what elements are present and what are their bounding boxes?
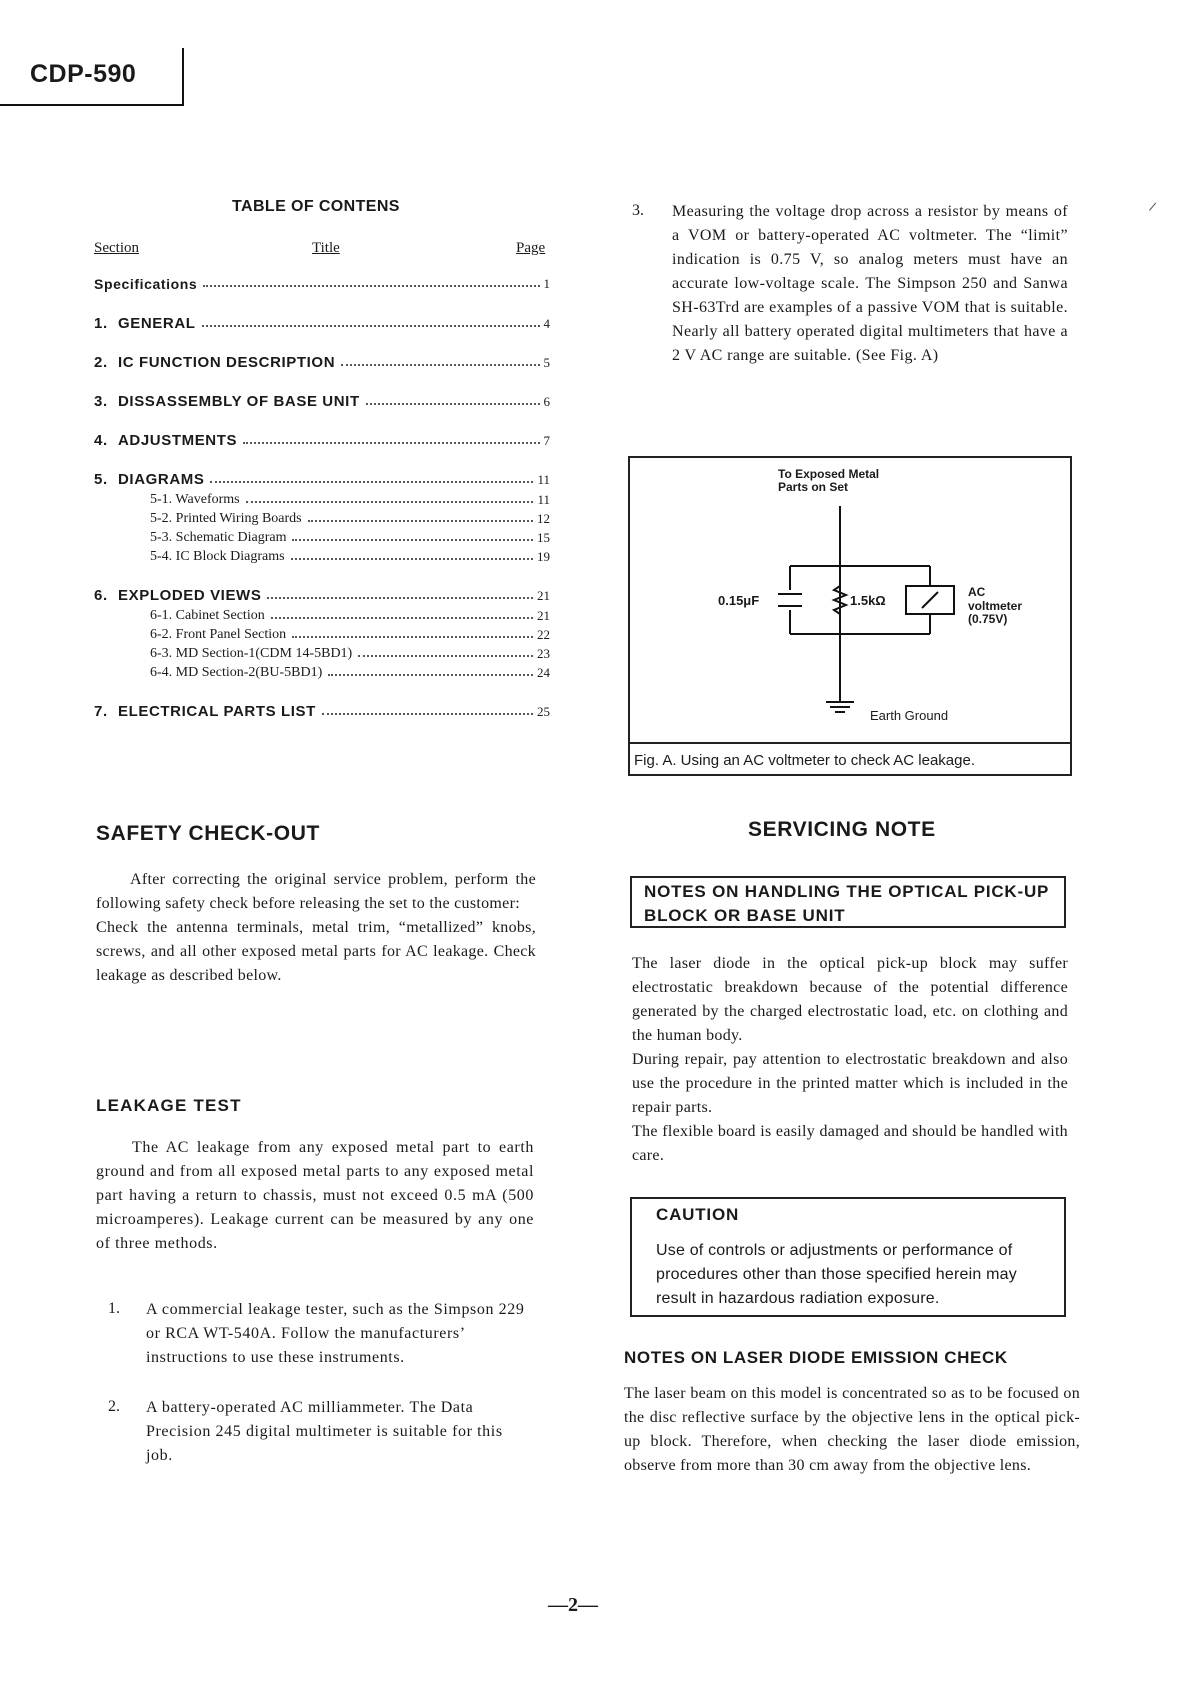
stray-mark	[1149, 203, 1157, 212]
toc-entry-label: Specifications	[94, 276, 198, 292]
caution-title: CAUTION	[656, 1205, 740, 1224]
toc-subentry	[150, 608, 550, 624]
toc-entry-num: 2.	[94, 354, 108, 371]
toc-entry-num: 7.	[94, 703, 108, 720]
toc-leader	[341, 364, 539, 366]
toc-subentry	[150, 511, 550, 527]
method-1-number: 1.	[108, 1300, 120, 1317]
toc-entry-label: Printed Wiring Boards	[175, 511, 302, 526]
toc-col-section: Section	[94, 240, 139, 256]
handling-paragraph-1: The laser diode in the optical pick-up block may suffer electrostatic breakdown because of the potential difference generated by the charged electrostatic load, etc. on clothing and the human body.	[632, 955, 1068, 1044]
caution-text: Use of controls or adjustments or performance of procedures other than those specified herein may result in hazardous radiation exposure.	[656, 1242, 1017, 1307]
toc-entry-num: 6.	[94, 587, 108, 604]
model-number: CDP-590	[30, 60, 137, 88]
safety-heading: SAFETY CHECK-OUT	[96, 822, 320, 845]
toc-leader	[322, 713, 533, 715]
toc-subentry	[150, 530, 550, 546]
toc-entry-label: IC FUNCTION DESCRIPTION	[118, 354, 336, 371]
toc-entry-page: 11	[537, 472, 550, 487]
fig-meter-label-2: voltmeter	[968, 599, 1023, 613]
fig-meter-label-3: (0.75V)	[968, 612, 1008, 626]
toc-entry	[94, 354, 550, 371]
toc-subentry	[150, 492, 550, 508]
toc-entry-page: 12	[537, 511, 550, 526]
fig-ground-label: Earth Ground	[870, 708, 949, 723]
toc-entry-num: 5-2.	[150, 511, 173, 526]
safety-paragraph-1: After correcting the original service problem, perform the following safety check before releasing the set to the customer:	[96, 871, 536, 912]
safety-body	[96, 868, 536, 988]
toc-entry-page: 25	[537, 704, 550, 719]
toc-entry-num: 6-3.	[150, 646, 173, 661]
toc-entry-num: 4.	[94, 432, 108, 449]
toc-entry-page: 24	[537, 665, 550, 680]
figure-a-caption: Fig. A. Using an AC voltmeter to check AC leakage.	[630, 742, 1070, 774]
toc-entry-label: EXPLODED VIEWS	[118, 587, 262, 604]
toc-entry-label: DIAGRAMS	[118, 471, 205, 488]
toc-entry	[94, 393, 550, 410]
toc-entry-num: 5-4.	[150, 549, 173, 564]
leakage-paragraph: The AC leakage from any exposed metal part to earth ground and from all exposed metal parts to any exposed metal part having a return to chassis, must not exceed 0.5 mA (500 microamperes). Leakage current can be measured by any one of three methods.	[96, 1139, 534, 1252]
toc-subentry	[150, 646, 550, 662]
toc-leader	[308, 520, 533, 522]
toc-entry-page: 6	[543, 394, 550, 409]
toc-entry-page: 15	[537, 530, 550, 545]
caution-box	[630, 1197, 1066, 1317]
toc-entry-label: Waveforms	[175, 492, 240, 507]
toc-entry-num: 5.	[94, 471, 108, 488]
toc-entry-num: 5-1.	[150, 492, 173, 507]
toc-entry-page: 7	[543, 433, 550, 448]
toc-entry-label: Front Panel Section	[175, 627, 287, 642]
handling-paragraph-2: During repair, pay attention to electrostatic breakdown and also use the procedure in the printed matter which is included in the repair parts.	[632, 1051, 1068, 1116]
toc-col-title: Title	[312, 240, 340, 256]
toc-entry-page: 21	[537, 588, 550, 603]
toc-title: TABLE OF CONTENS	[232, 198, 400, 215]
toc-entry-page: 21	[537, 608, 550, 623]
toc-leader	[271, 617, 533, 619]
toc-entry-label: IC Block Diagrams	[175, 549, 285, 564]
toc-entry-label: ELECTRICAL PARTS LIST	[118, 703, 316, 720]
toc-entry-label: DISSASSEMBLY OF BASE UNIT	[118, 393, 360, 410]
toc-entry-label: Schematic Diagram	[175, 530, 287, 545]
toc-entry	[94, 587, 550, 604]
toc-leader	[292, 539, 533, 541]
leakage-heading: LEAKAGE TEST	[96, 1096, 242, 1115]
handling-paragraph-3: The flexible board is easily damaged and should be handled with care.	[632, 1123, 1068, 1164]
safety-paragraph-2: Check the antenna terminals, metal trim, “metallized” knobs, screws, and all other exposed metal parts for AC leakage. Check leakage as described below.	[96, 919, 536, 984]
method-2-number: 2.	[108, 1398, 120, 1415]
toc-entry-label: Cabinet Section	[175, 608, 265, 623]
toc-leader	[328, 674, 533, 676]
toc-entry-num: 6-2.	[150, 627, 173, 642]
toc-leader	[366, 403, 540, 405]
toc-entry-page: 4	[543, 316, 550, 331]
toc-entry-num: 3.	[94, 393, 108, 410]
fig-probe-label-2: Parts on Set	[778, 480, 849, 494]
fig-meter-label-1: AC	[968, 585, 986, 599]
handling-notes-body	[632, 952, 1068, 1168]
toc-entry-page: 11	[537, 492, 550, 507]
toc-subentry	[150, 627, 550, 643]
figure-a	[628, 456, 1072, 776]
toc-leader	[210, 481, 533, 483]
method-3-text: Measuring the voltage drop across a resistor by means of a VOM or battery-operated AC voltmeter. The “limit” indication is 0.75 V, so analog meters must have an accurate low-voltage scale. The Simpson 250 and Sanwa SH-63Trd are examples of a passive VOM that is suitable. Nearly all battery operated digital multimeters that have a 2 V AC range are suitable. (See Fig. A)	[672, 203, 1068, 364]
toc-entry-label: MD Section-1(CDM 14-5BD1)	[175, 646, 353, 661]
toc-entry-num: 1.	[94, 315, 108, 332]
toc-entry-page: 23	[537, 646, 550, 661]
toc-entry-label: MD Section-2(BU-5BD1)	[175, 665, 323, 680]
toc-entry-label: ADJUSTMENTS	[118, 432, 238, 449]
toc-leader	[202, 325, 540, 327]
toc-entry-num: 6-1.	[150, 608, 173, 623]
toc-entry-label: GENERAL	[118, 315, 196, 332]
model-header-box	[0, 48, 184, 106]
toc-leader	[358, 655, 533, 657]
toc-subentry	[150, 549, 550, 565]
method-1-text: A commercial leakage tester, such as the Simpson 229 or RCA WT-540A. Follow the manufacturers’ instructions to use these instruments.	[146, 1301, 525, 1366]
toc-entry-page: 5	[543, 355, 550, 370]
toc-subentry	[150, 665, 550, 681]
method-2-text: A battery-operated AC milliammeter. The Data Precision 245 digital multimeter is suitable for this job.	[146, 1399, 503, 1464]
toc-entry-num: 6-4.	[150, 665, 173, 680]
toc-leader	[203, 285, 539, 287]
toc-leader	[292, 636, 533, 638]
fig-probe-label-1: To Exposed Metal	[778, 467, 880, 481]
toc-entry	[94, 432, 550, 449]
toc-leader	[243, 442, 539, 444]
toc-entry	[94, 276, 550, 292]
toc-entry-page: 22	[537, 627, 550, 642]
toc-leader	[291, 558, 533, 560]
toc-entry	[94, 315, 550, 332]
method-3-number: 3.	[632, 202, 644, 219]
toc-entry-page: 19	[537, 549, 550, 564]
toc-entry-page: 1	[543, 276, 550, 291]
laser-check-heading: NOTES ON LASER DIODE EMISSION CHECK	[624, 1348, 1008, 1367]
fig-resistor-label: 1.5kΩ	[850, 593, 886, 608]
toc-entry	[94, 471, 550, 488]
handling-notes-box: NOTES ON HANDLING THE OPTICAL PICK-UP BLOCK OR BASE UNIT	[630, 876, 1066, 928]
toc-col-page: Page	[516, 240, 546, 256]
toc-entry-num: 5-3.	[150, 530, 173, 545]
servicing-heading: SERVICING NOTE	[748, 818, 936, 841]
fig-capacitor-label: 0.15μF	[718, 593, 760, 608]
toc-leader	[267, 597, 533, 599]
toc-entry	[94, 703, 550, 720]
toc-leader	[246, 501, 534, 503]
laser-check-text: The laser beam on this model is concentrated so as to be focused on the disc reflective surface by the objective lens in the optical pick-up block. Therefore, when checking the laser diode emission, observe from more than 30 cm away from the objective lens.	[624, 1385, 1080, 1474]
page-number: —2—	[548, 1594, 598, 1616]
